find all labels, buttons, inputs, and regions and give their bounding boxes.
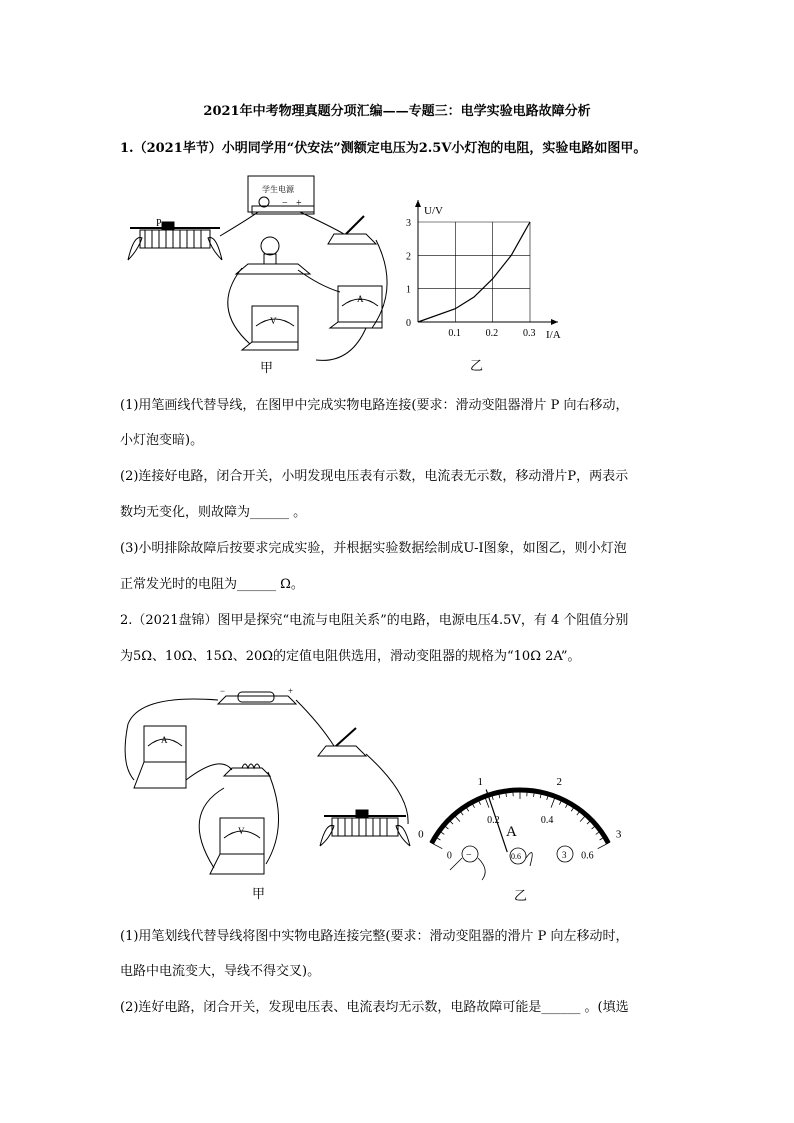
terminal-3: 3	[562, 850, 567, 860]
y-axis-arrow	[415, 200, 421, 207]
fig-jia-label: 甲	[260, 360, 274, 375]
power-plus-label: +	[296, 198, 302, 209]
q1-part1-line2: 小灯泡变暗)。	[120, 433, 204, 448]
q1-part3-line1: (3)小明排除故障后按要求完成实验，并根据实验数据绘制成U-I图象，如图乙，则小灯泡	[120, 541, 627, 556]
q2-fig-jia-label: 甲	[252, 886, 266, 901]
dial-tick	[598, 842, 610, 849]
ammeter-dial-figure	[410, 740, 630, 904]
q2-fig-yi-label: 乙	[514, 888, 528, 903]
x-tick-label: 0.2	[485, 328, 499, 339]
terminal-0-6: 0.6	[511, 852, 521, 861]
x-tick-label: 0.1	[448, 328, 461, 339]
q2-stem-line1: 2.（2021盘锦）图甲是探究“电流与电阻关系”的电路，电源电压4.5V，有 4 个阻值分别	[120, 613, 629, 628]
x-tick-label: 0.3	[523, 328, 536, 339]
x-axis-label: I/A	[546, 329, 561, 341]
q2-voltmeter-label: V	[238, 826, 245, 836]
battery-minus-label: −	[220, 686, 226, 696]
q2-part2-line1: (2)连好电路，闭合开关，发现电压表、电流表均无示数，电路故障可能是______ 。(填选	[120, 1000, 629, 1015]
dial-top-scale-label: 3	[615, 828, 622, 841]
q1-stem: 1.（2021毕节）小明同学用“伏安法”测额定电压为2.5V小灯泡的电阻，实验电路如图甲。	[120, 141, 647, 156]
q2-ammeter-label: A	[161, 735, 168, 745]
ui-chart	[392, 190, 582, 376]
power-supply-label: 学生电源	[262, 185, 294, 194]
fig-yi-label: 乙	[470, 358, 484, 373]
dial-bottom-scale-label: 0.2	[487, 814, 500, 826]
dial-bottom-scale-label: 0.4	[540, 814, 554, 826]
y-tick-label: 0	[406, 318, 411, 329]
q2-part1-line2: 电路中电流变大，导线不得交叉)。	[120, 964, 321, 979]
q1-part3-line2: 正常发光时的电阻为______ Ω。	[120, 577, 304, 592]
q1-part2-line1: (2)连接好电路，闭合开关，小明发现电压表有示数，电流表无示数，移动滑片P，两表示	[120, 469, 629, 484]
terminal-negative: −	[466, 850, 472, 861]
dial-bottom-scale-label: 0.6	[581, 850, 594, 862]
dial-top-scale-label: 2	[556, 776, 563, 789]
page-title: 2021年中考物理真题分项汇编——专题三：电学实验电路故障分析	[203, 104, 591, 119]
ammeter-label: A	[357, 294, 364, 304]
q1-circuit-figure	[120, 168, 410, 378]
x-axis-arrow	[551, 319, 558, 325]
battery-plus-label: +	[288, 686, 294, 696]
q1-part2-line2: 数均无变化，则故障为______ 。	[120, 505, 307, 520]
dial-bottom-scale-label: 0	[446, 850, 452, 862]
voltmeter-label: V	[270, 316, 277, 326]
q2-part1-line1: (1)用笔划线代替导线将图中实物电路连接完整(要求：滑动变阻器的滑片 P 向左移动时，	[120, 929, 629, 944]
dial-tick	[430, 842, 442, 849]
q2-circuit-figure	[120, 684, 420, 906]
dial-top-scale-label: 1	[477, 776, 483, 789]
q2-stem-line2: 为5Ω、10Ω、15Ω、20Ω的定值电阻供选用，滑动变阻器的规格为“10Ω 2A”。	[120, 649, 581, 664]
q1-part1-line1: (1)用笔画线代替导线，在图甲中完成实物电路连接(要求：滑动变阻器滑片 P 向右移动，	[120, 398, 629, 413]
dial-top-scale-label: 0	[418, 828, 424, 841]
power-minus-label: −	[282, 198, 288, 209]
rheostat-slider-label: P	[156, 218, 162, 229]
y-axis-label: U/V	[424, 205, 443, 217]
y-tick-label: 3	[406, 218, 411, 229]
y-tick-label: 1	[406, 284, 411, 296]
u-i-curve	[418, 222, 530, 322]
dial-unit-label: A	[506, 824, 517, 840]
y-tick-label: 2	[406, 251, 411, 263]
